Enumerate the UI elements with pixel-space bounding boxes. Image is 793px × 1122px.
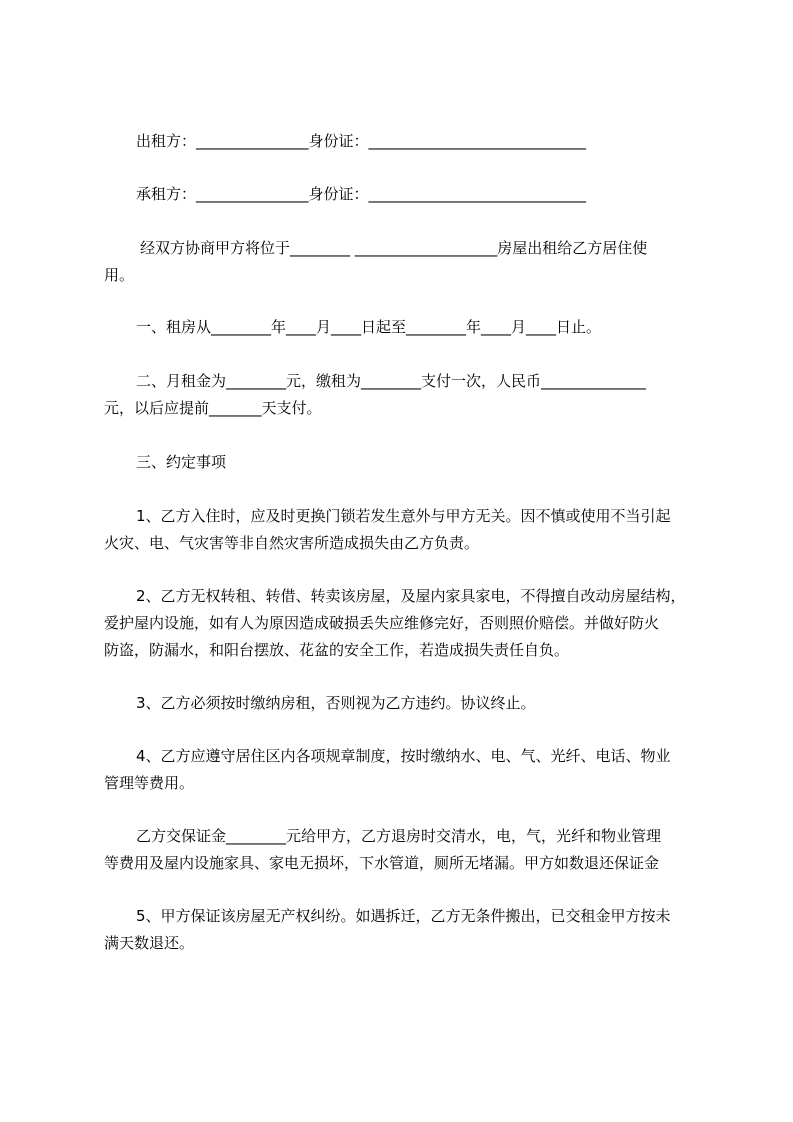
deposit-line-2: 等费用及屋内设施家具、家电无损坏，下水管道，厕所无堵漏。甲方如数退还保证金 bbox=[104, 854, 660, 872]
intro-line-1: 经双方协商甲方将位于________ ___________________房屋出租给乙方居住使 bbox=[140, 239, 648, 257]
term-2-line-3: 防盗，防漏水，和阳台摆放、花盆的安全工作，若造成损失责任自负。 bbox=[104, 641, 570, 659]
term-3-line: 3、乙方必须按时缴纳房租，否则视为乙方违约。协议终止。 bbox=[136, 694, 536, 712]
term-5-line-2: 满天数退还。 bbox=[104, 934, 195, 952]
lessor-line: 出租方：_______________身份证：_____________________________ bbox=[136, 132, 587, 150]
term-2-line-2: 爱护屋内设施，如有人为原因造成破损丢失应维修完好，否则照价赔偿。并做好防火 bbox=[104, 614, 660, 632]
term-5-line-1: 5、甲方保证该房屋无产权纠纷。如遇拆迁，乙方无条件搬出，已交租金甲方按未 bbox=[136, 907, 671, 925]
term-1-line-2: 火灾、电、气灾害等非自然灾害所造成损失由乙方负责。 bbox=[104, 534, 480, 552]
intro-line-2: 用。 bbox=[104, 266, 135, 284]
lessee-line: 承租方：_______________身份证：_____________________________ bbox=[136, 185, 587, 203]
term-2-line-1: 2、乙方无权转租、转借、转卖该房屋，及屋内家具家电，不得擅自改动房屋结构， bbox=[136, 587, 686, 605]
clause-3-heading: 三、约定事项 bbox=[136, 453, 227, 471]
term-4-line-1: 4、乙方应遵守居住区内各项规章制度，按时缴纳水、电、气、光纤、电话、物业 bbox=[136, 747, 671, 765]
term-4-line-2: 管理等费用。 bbox=[104, 774, 195, 792]
term-1-line-1: 1、乙方入住时，应及时更换门锁若发生意外与甲方无关。因不慎或使用不当引起 bbox=[136, 507, 671, 525]
clause-2-line-1: 二、月租金为________元，缴租为________支付一次，人民币______________ bbox=[136, 372, 647, 390]
clause-1-line: 一、租房从________年____月____日起至________年____月____日止。 bbox=[136, 318, 602, 336]
deposit-line-1: 乙方交保证金________元给甲方，乙方退房时交清水，电，气，光纤和物业管理 bbox=[136, 827, 662, 845]
clause-2-line-2: 元，以后应提前_______天支付。 bbox=[104, 399, 322, 417]
